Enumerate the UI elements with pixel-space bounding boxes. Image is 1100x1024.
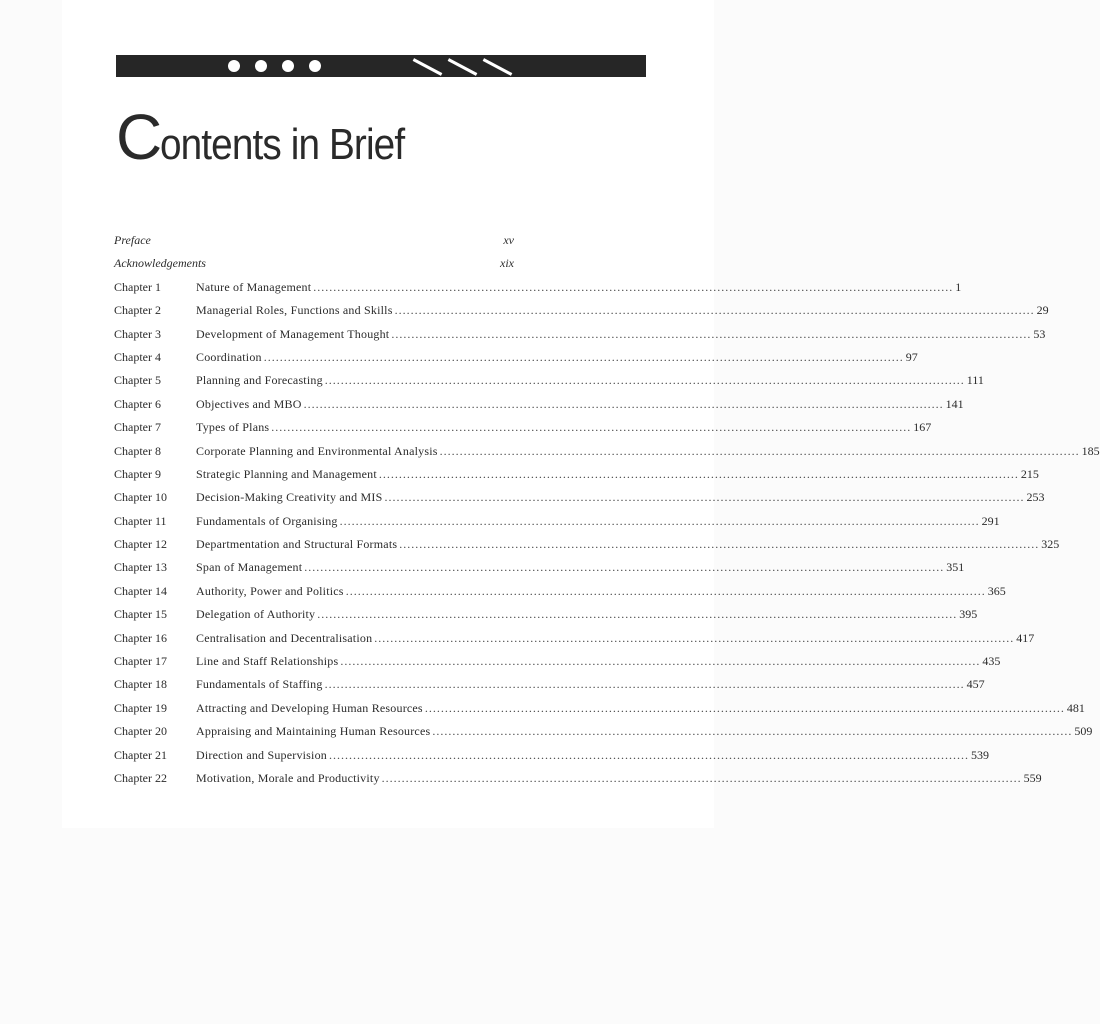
front-matter-label: Acknowledgements — [114, 256, 206, 271]
toc-row-chapter[interactable] — [114, 697, 1085, 720]
page-title — [116, 100, 438, 174]
chapter-page: 141 — [945, 396, 964, 411]
dot-leader: ................................................................................................................................................................ — [303, 396, 944, 411]
dot-leader: ................................................................................................................................................................ — [432, 724, 1073, 739]
chapter-entry — [196, 697, 1085, 720]
chapter-title: Direction and Supervision — [196, 747, 327, 762]
bar-slash-2 — [448, 58, 478, 76]
toc-row-chapter[interactable] — [114, 440, 1100, 463]
dot-leader: ................................................................................................................................................................ — [271, 420, 912, 435]
dot-leader: ................................................................................................................................................................ — [340, 654, 981, 669]
toc-row-chapter[interactable] — [114, 486, 1045, 509]
chapter-entry — [196, 416, 932, 439]
dot-leader: ................................................................................................................................................................ — [304, 560, 945, 575]
chapter-entry — [196, 299, 1049, 322]
chapter-title: Centralisation and Decentralisation — [196, 630, 373, 645]
dot-leader: ................................................................................................................................................................ — [345, 583, 986, 598]
chapter-label: Chapter 10 — [114, 490, 167, 505]
toc-row-chapter[interactable] — [114, 627, 1035, 650]
dot-leader: ................................................................................................................................................................ — [313, 279, 954, 294]
chapter-entry — [196, 463, 1039, 486]
dot-leader: ................................................................................................................................................................ — [399, 537, 1040, 552]
chapter-page: 53 — [1033, 326, 1046, 341]
dot-leader: ................................................................................................................................................................ — [317, 607, 958, 622]
chapter-title: Managerial Roles, Functions and Skills — [196, 303, 393, 318]
chapter-page: 29 — [1036, 303, 1049, 318]
chapter-entry — [196, 650, 1001, 673]
toc-row-preface[interactable] — [114, 229, 514, 252]
chapter-entry — [196, 276, 962, 299]
title-text: ontents in Brief — [160, 120, 405, 169]
dot-leader: ................................................................................................................................................................ — [324, 677, 965, 692]
chapter-label: Chapter 19 — [114, 700, 167, 715]
dot-leader: ................................................................................................................................................................ — [439, 443, 1080, 458]
chapter-entry — [196, 767, 1042, 790]
chapter-title: Departmentation and Structural Formats — [196, 537, 398, 552]
chapter-label: Chapter 18 — [114, 677, 167, 692]
chapter-label: Chapter 7 — [114, 420, 161, 435]
chapter-entry — [196, 393, 964, 416]
chapter-title: Objectives and MBO — [196, 396, 302, 411]
chapter-label: Chapter 22 — [114, 770, 167, 785]
chapter-title: Authority, Power and Politics — [196, 583, 344, 598]
chapter-page: 559 — [1023, 770, 1042, 785]
chapter-entry — [196, 627, 1035, 650]
chapter-label: Chapter 6 — [114, 396, 161, 411]
chapter-label: Chapter 16 — [114, 630, 167, 645]
chapter-entry — [196, 580, 1006, 603]
chapter-page: 325 — [1041, 537, 1060, 552]
chapter-title: Attracting and Developing Human Resources — [196, 700, 423, 715]
chapter-entry — [196, 533, 1060, 556]
chapter-entry — [196, 744, 989, 767]
chapter-label: Chapter 3 — [114, 326, 161, 341]
chapter-page: 111 — [966, 373, 984, 388]
chapter-label: Chapter 15 — [114, 607, 167, 622]
chapter-entry — [196, 603, 978, 626]
toc-row-chapter[interactable] — [114, 369, 984, 392]
dot-leader: ................................................................................................................................................................ — [263, 349, 904, 364]
toc-row-chapter[interactable] — [114, 416, 932, 439]
front-matter-page: xix — [500, 256, 514, 271]
bar-dot-3 — [282, 60, 294, 72]
chapter-entry — [196, 720, 1093, 743]
chapter-title: Fundamentals of Organising — [196, 513, 338, 528]
chapter-title: Span of Management — [196, 560, 303, 575]
dot-leader: ................................................................................................................................................................ — [339, 513, 980, 528]
chapter-page: 351 — [946, 560, 965, 575]
chapter-page: 481 — [1066, 700, 1085, 715]
chapter-entry — [196, 486, 1045, 509]
chapter-entry — [196, 673, 985, 696]
chapter-title: Delegation of Authority — [196, 607, 316, 622]
chapter-label: Chapter 14 — [114, 583, 167, 598]
bar-dot-2 — [255, 60, 267, 72]
chapter-title: Corporate Planning and Environmental Analysis — [196, 443, 438, 458]
toc-row-chapter[interactable] — [114, 510, 1000, 533]
chapter-title: Fundamentals of Staffing — [196, 677, 323, 692]
chapter-page: 185 — [1081, 443, 1100, 458]
chapter-title: Appraising and Maintaining Human Resources — [196, 724, 431, 739]
chapter-label: Chapter 1 — [114, 279, 161, 294]
chapter-entry — [196, 323, 1046, 346]
chapter-label: Chapter 5 — [114, 373, 161, 388]
chapter-label: Chapter 13 — [114, 560, 167, 575]
front-matter-page: xv — [503, 233, 514, 247]
chapter-page: 291 — [981, 513, 1000, 528]
chapter-label: Chapter 17 — [114, 654, 167, 669]
bar-slash-1 — [413, 58, 443, 76]
chapter-entry — [196, 440, 1100, 463]
toc-row-chapter[interactable] — [114, 673, 985, 696]
chapter-page: 97 — [905, 349, 918, 364]
chapter-entry — [196, 346, 918, 369]
chapter-page: 215 — [1020, 466, 1039, 481]
chapter-page: 435 — [982, 654, 1001, 669]
chapter-page: 395 — [959, 607, 978, 622]
chapter-page: 365 — [987, 583, 1006, 598]
chapter-page: 417 — [1016, 630, 1035, 645]
toc-row-chapter[interactable] — [114, 276, 962, 299]
chapter-title: Motivation, Morale and Productivity — [196, 770, 380, 785]
chapter-label: Chapter 11 — [114, 513, 167, 528]
dot-leader: ................................................................................................................................................................ — [381, 770, 1022, 785]
toc-row-chapter[interactable] — [114, 299, 1049, 322]
chapter-page: 509 — [1074, 724, 1093, 739]
chapter-page: 167 — [913, 420, 932, 435]
toc-row-chapter[interactable] — [114, 346, 918, 369]
chapter-page: 539 — [970, 747, 989, 762]
chapter-entry — [196, 369, 984, 392]
bar-slash-3 — [483, 58, 513, 76]
toc-row-chapter[interactable] — [114, 463, 1039, 486]
dot-leader: ................................................................................................................................................................ — [374, 630, 1015, 645]
chapter-label: Chapter 4 — [114, 349, 161, 364]
toc-row-chapter[interactable] — [114, 744, 989, 767]
dot-leader: ................................................................................................................................................................ — [391, 326, 1032, 341]
table-of-contents — [114, 229, 1100, 790]
chapter-title: Decision-Making Creativity and MIS — [196, 490, 383, 505]
toc-row-chapter[interactable] — [114, 393, 964, 416]
chapter-label: Chapter 8 — [114, 443, 161, 458]
toc-row-chapter[interactable] — [114, 603, 978, 626]
chapter-label: Chapter 9 — [114, 466, 161, 481]
dot-leader: ................................................................................................................................................................ — [328, 747, 969, 762]
dot-leader: ................................................................................................................................................................ — [324, 373, 965, 388]
title-initial: C — [116, 101, 161, 173]
bar-dot-4 — [309, 60, 321, 72]
dot-leader: ................................................................................................................................................................ — [424, 700, 1065, 715]
toc-row-chapter[interactable] — [114, 650, 1001, 673]
dot-leader: ................................................................................................................................................................ — [394, 303, 1035, 318]
chapter-label: Chapter 21 — [114, 747, 167, 762]
chapter-label: Chapter 2 — [114, 303, 161, 318]
chapter-page: 457 — [966, 677, 985, 692]
chapter-label: Chapter 20 — [114, 724, 167, 739]
chapter-entry — [196, 510, 1000, 533]
decorative-header-bar — [116, 55, 646, 77]
chapter-label: Chapter 12 — [114, 537, 167, 552]
toc-row-chapter[interactable] — [114, 720, 1093, 743]
chapter-title: Nature of Management — [196, 279, 312, 294]
toc-row-chapter[interactable] — [114, 556, 965, 579]
toc-row-chapter[interactable] — [114, 323, 1046, 346]
chapter-title: Planning and Forecasting — [196, 373, 323, 388]
chapter-entry — [196, 556, 965, 579]
dot-leader: ................................................................................................................................................................ — [378, 466, 1019, 481]
chapter-title: Strategic Planning and Management — [196, 466, 377, 481]
toc-row-chapter[interactable] — [114, 533, 1060, 556]
dot-leader: ................................................................................................................................................................ — [384, 490, 1025, 505]
bar-dot-1 — [228, 60, 240, 72]
chapter-title: Line and Staff Relationships — [196, 654, 339, 669]
chapter-title: Development of Management Thought — [196, 326, 390, 341]
chapter-page: 253 — [1026, 490, 1045, 505]
front-matter-label: Preface — [114, 233, 151, 247]
toc-row-chapter[interactable] — [114, 580, 1006, 603]
chapter-title: Coordination — [196, 349, 262, 364]
toc-row-chapter[interactable] — [114, 767, 1042, 790]
chapter-page: 1 — [955, 279, 962, 294]
toc-row-acknowledgements[interactable] — [114, 252, 514, 275]
chapter-title: Types of Plans — [196, 420, 270, 435]
